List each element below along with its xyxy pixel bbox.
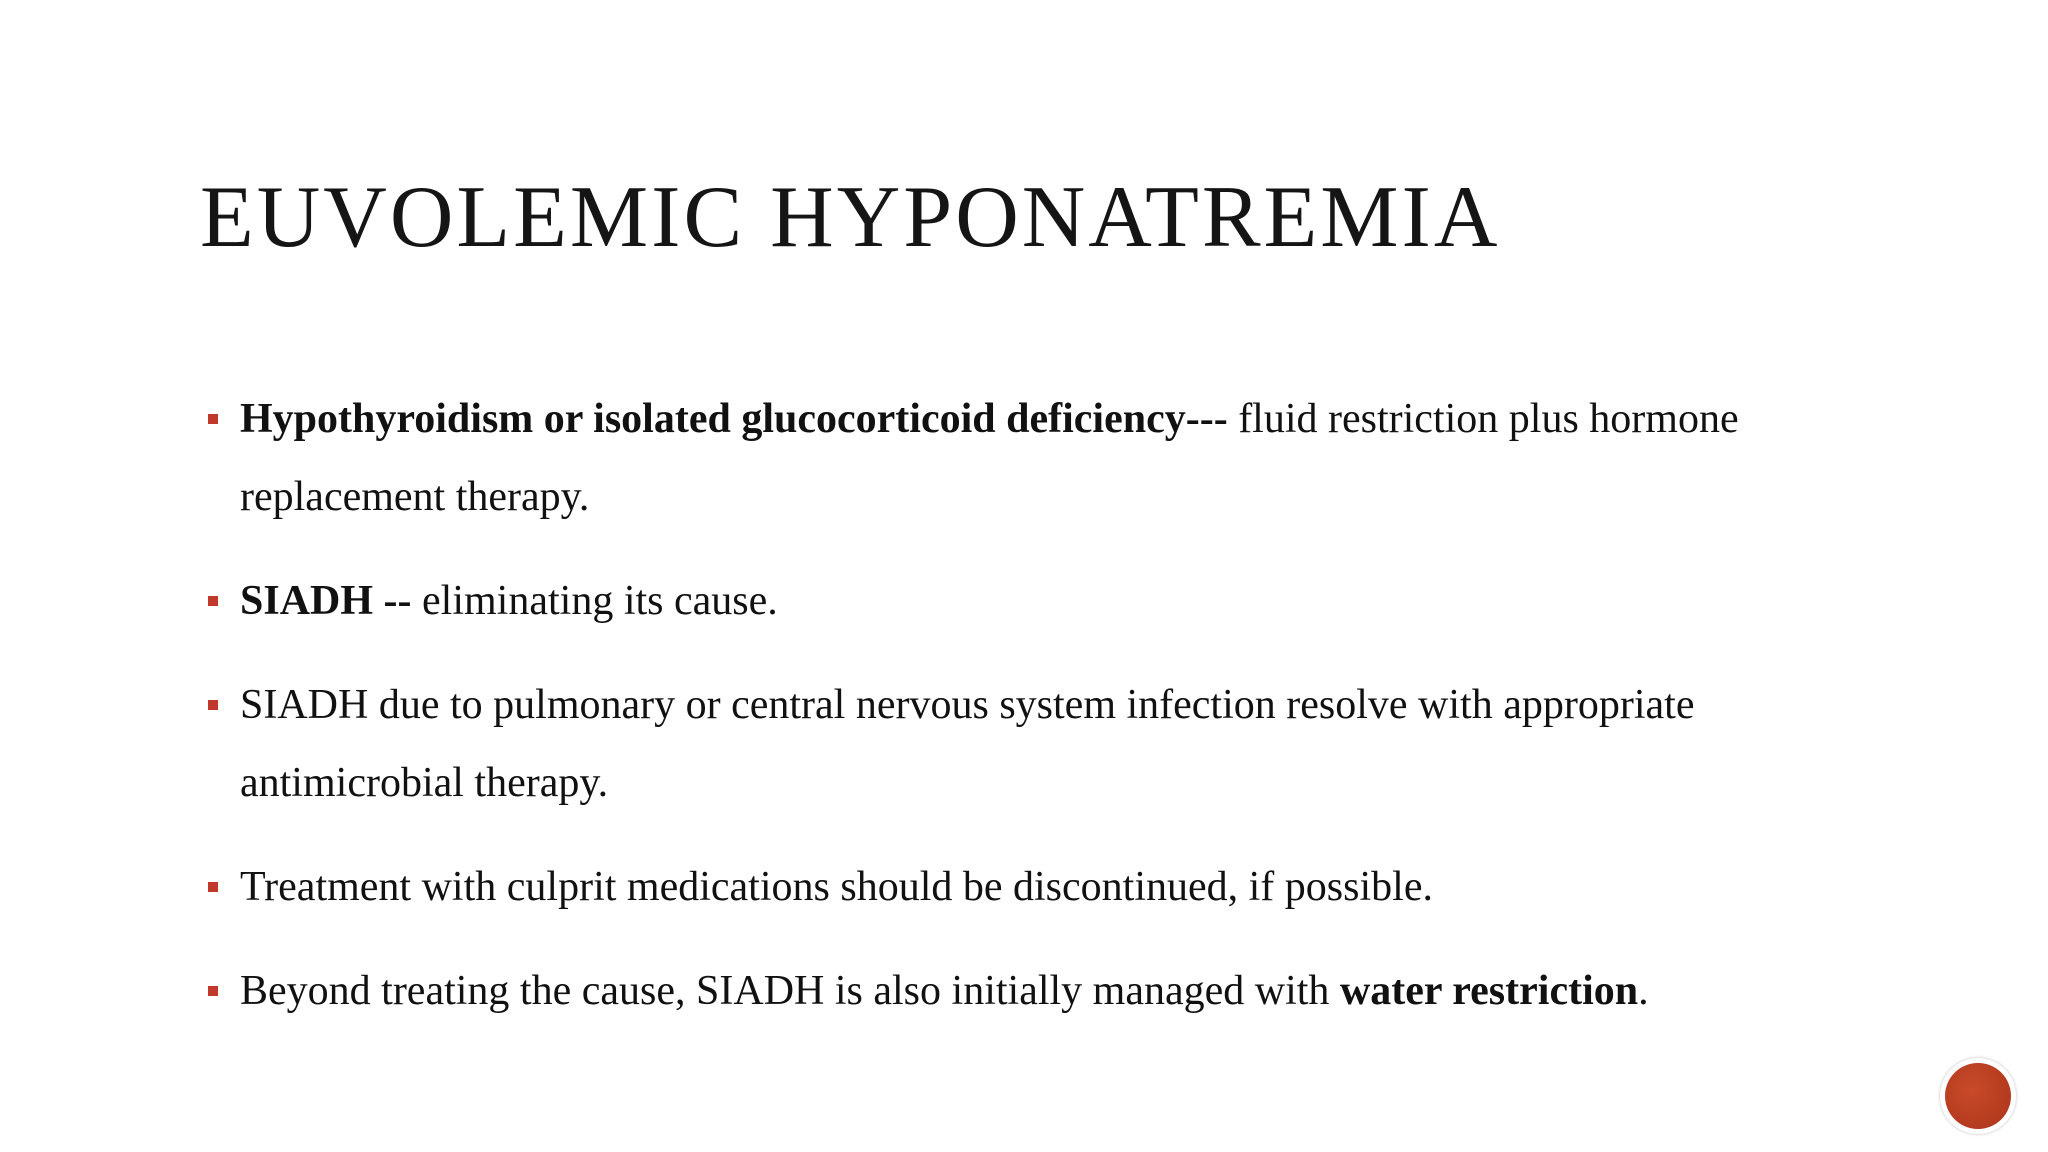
bullet-item (208, 952, 1808, 1030)
bullet-item (208, 848, 1808, 926)
bullet-text: Beyond treating the cause, SIADH is also initially managed with (240, 968, 1340, 1014)
bullet-marker-icon (208, 414, 218, 424)
bullet-text: Treatment with culprit medications should be discontinued, if possible. (240, 864, 1433, 910)
slide-title: EUVOLEMIC HYPONATREMIA (200, 169, 1501, 266)
bullet-text: eliminating its cause. (411, 578, 778, 624)
bullet-end: . (1638, 968, 1649, 1014)
bullet-bold-text: water restriction (1339, 968, 1639, 1014)
bullet-item (208, 380, 1808, 536)
bullet-marker-icon (208, 700, 218, 710)
bullet-list (208, 380, 1808, 1056)
bullet-item (208, 562, 1808, 640)
bullet-separator: --- (1185, 396, 1228, 442)
bullet-bold-text: SIADH (240, 578, 374, 624)
bullet-marker-icon (208, 986, 218, 996)
circle-badge-fill (1945, 1063, 2011, 1129)
circle-badge-icon (1940, 1058, 2016, 1134)
bullet-text: SIADH due to pulmonary or central nervous system infection resolve with appropriate antimicrobial therapy. (240, 682, 1695, 806)
bullet-separator: -- (373, 578, 412, 624)
bullet-bold-text: Hypothyroidism or isolated glucocorticoid deficiency (240, 396, 1186, 442)
bullet-marker-icon (208, 596, 218, 606)
bullet-item (208, 666, 1808, 822)
bullet-text: fluid restriction plus hormone replacement therapy. (240, 396, 1739, 520)
bullet-marker-icon (208, 882, 218, 892)
